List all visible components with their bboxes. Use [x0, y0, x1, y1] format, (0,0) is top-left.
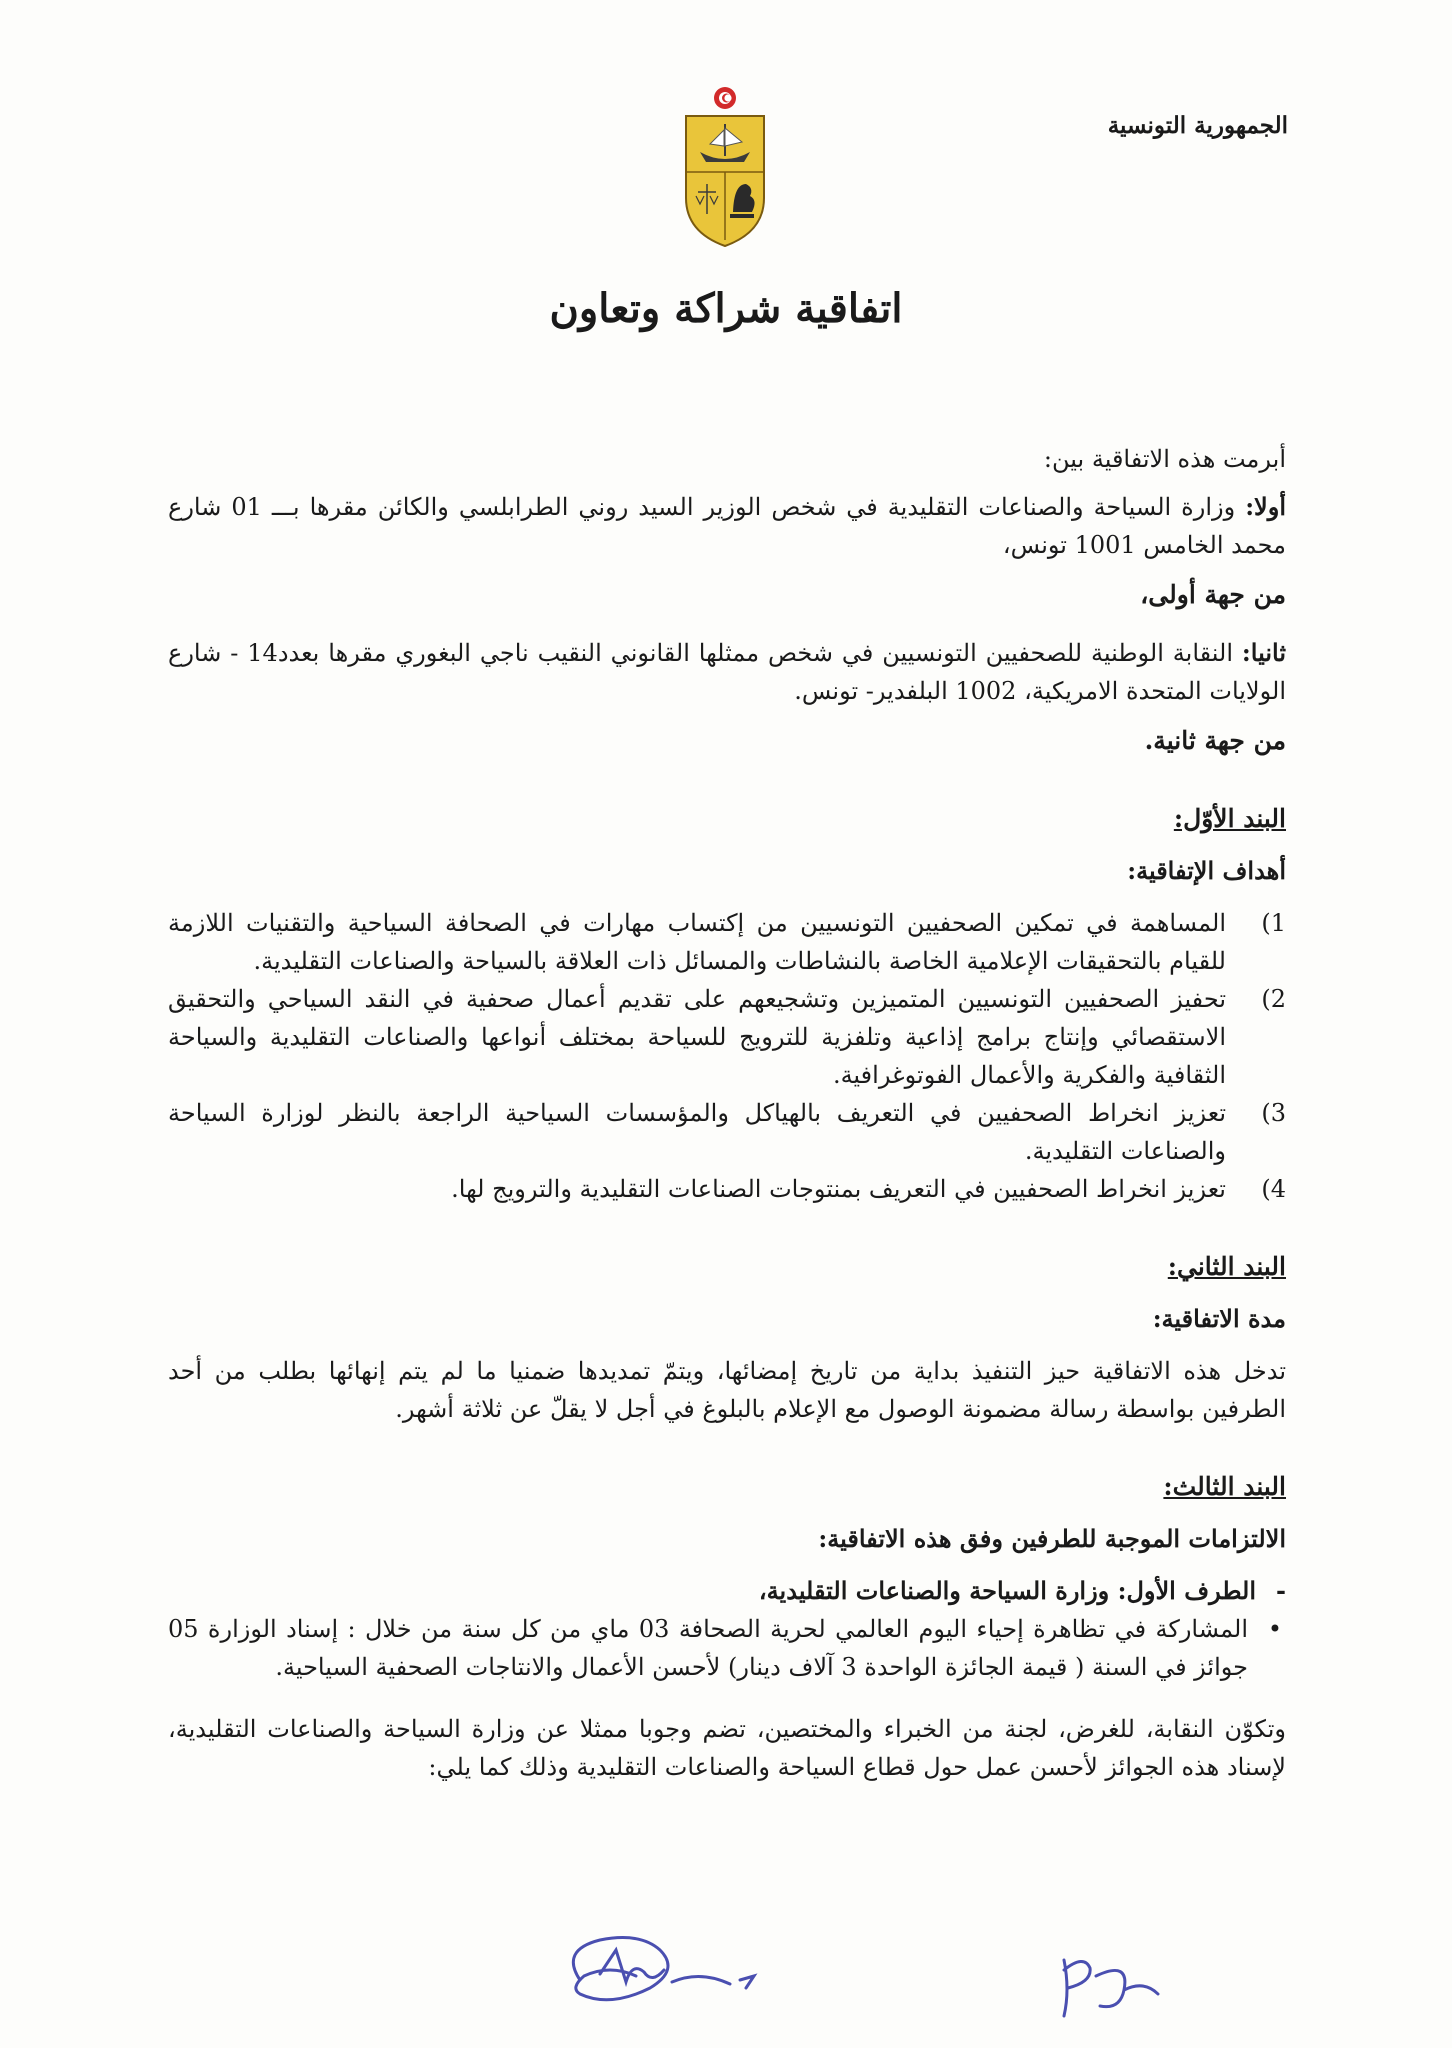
objectives-list	[168, 904, 1286, 1208]
list-item	[168, 1610, 1286, 1686]
duration-text: تدخل هذه الاتفاقية حيز التنفيذ بداية من تاريخ إمضائها، ويتمّ تمديدها ضمنيا ما لم يتم إنهائها بطلب من أحد الطرفين بواسطة رسالة مضمونة الوصول مع الإعلام بالبلوغ في أجل لا يقلّ عن ثلاثة أشهر.	[168, 1357, 1286, 1423]
item-text: تعزيز انخراط الصحفيين في التعريف بالهياكل والمؤسسات السياحية الراجعة بالنظر لوزارة السياحة والصناعات التقليدية.	[168, 1099, 1226, 1165]
item-number: 1)	[1261, 909, 1286, 937]
agreement-body	[168, 440, 1286, 1786]
republic-header: الجمهورية التونسية	[1107, 112, 1288, 139]
article-two-subtitle: مدة الاتفاقية:	[1152, 1304, 1286, 1333]
committee-text: وتكوّن النقابة، للغرض، لجنة من الخبراء والمختصين، تضم وجوبا ممثلا عن وزارة السياحة والصناعات التقليدية، لإسناد هذه الجوائز لأحسن عمل حول قطاع السياحة والصناعات التقليدية وذلك كما يلي:	[168, 1715, 1286, 1781]
party-one-paragraph	[168, 488, 1286, 564]
party-one-text: وزارة السياحة والصناعات التقليدية في شخص الوزير السيد روني الطرابلسي والكائن مقرها بـــ 01 شارع محمد الخامس 1001 تونس،	[168, 493, 1286, 559]
article-three-title: البند الثالث:	[1163, 1472, 1286, 1501]
obligations-list	[168, 1610, 1286, 1686]
party-two-side: من جهة ثانية.	[1144, 726, 1286, 755]
list-item	[168, 904, 1286, 980]
list-item	[168, 1170, 1286, 1208]
item-number: 3)	[1261, 1099, 1286, 1127]
tunisia-coat-of-arms-icon	[678, 80, 772, 250]
handwritten-signature-left	[540, 1910, 780, 2030]
party-two-label: ثانيا:	[1241, 638, 1286, 667]
party-one-side: من جهة أولى،	[1140, 580, 1286, 609]
article-one-title: البند الأوّل:	[1173, 804, 1286, 833]
article-three-subtitle: الالتزامات الموجبة للطرفين وفق هذه الاتفاقية:	[818, 1524, 1286, 1553]
list-item	[168, 980, 1286, 1094]
item-text: المساهمة في تمكين الصحفيين التونسيين من إكتساب مهارات في الصحافة السياحية والتقنيات اللازمة للقيام بالتحقيقات الإعلامية الخاصة بالنشاطات والمسائل ذات العلاقة بالسياحة والصناعات التقليدية.	[168, 909, 1226, 975]
article-two-title: البند الثاني:	[1167, 1252, 1286, 1281]
party-one-label: أولا:	[1245, 492, 1286, 521]
intro-text: أبرمت هذه الاتفاقية بين:	[1043, 445, 1286, 473]
first-party-heading-text: الطرف الأول: وزارة السياحة والصناعات التقليدية،	[758, 1576, 1256, 1605]
party-two-paragraph	[168, 634, 1286, 710]
item-text: تعزيز انخراط الصحفيين في التعريف بمنتوجات الصناعات التقليدية والترويج لها.	[451, 1175, 1226, 1203]
party-two-text: النقابة الوطنية للصحفيين التونسيين في شخص ممثلها القانوني النقيب ناجي البغوري مقرها بعدد14 - شارع الولايات المتحدة الامريكية، 1002 البلفدير- تونس.	[168, 639, 1286, 705]
dash-marker: -	[1276, 1576, 1286, 1605]
list-item	[168, 1094, 1286, 1170]
bullet-icon: •	[1267, 1615, 1282, 1643]
item-text: المشاركة في تظاهرة إحياء اليوم العالمي لحرية الصحافة 03 ماي من كل سنة من خلال : إسناد الوزارة 05 جوائز في السنة ( قيمة الجائزة الواحدة 3 آلاف دينار) لأحسن الأعمال والانتاجات الصحفية السياحية.	[168, 1615, 1248, 1681]
first-party-heading	[168, 1572, 1286, 1610]
item-text: تحفيز الصحفيين التونسيين المتميزين وتشجيعهم على تقديم أعمال صحفية في النقد السياحي والتحقيق الاستقصائي وإنتاج برامج إذاعية وتلفزية للترويج للسياحة بمختلف أنواعها والصناعات التقليدية والسياحة الثقافية والفكرية والأعمال الفوتوغرافية.	[168, 985, 1226, 1089]
item-number: 2)	[1261, 985, 1286, 1013]
item-number: 4)	[1261, 1175, 1286, 1203]
agreement-title: اتفاقية شراكة وتعاون	[549, 285, 903, 332]
article-one-subtitle: أهداف الإتفاقية:	[1127, 856, 1286, 885]
handwritten-signature-right	[1040, 1920, 1180, 2030]
